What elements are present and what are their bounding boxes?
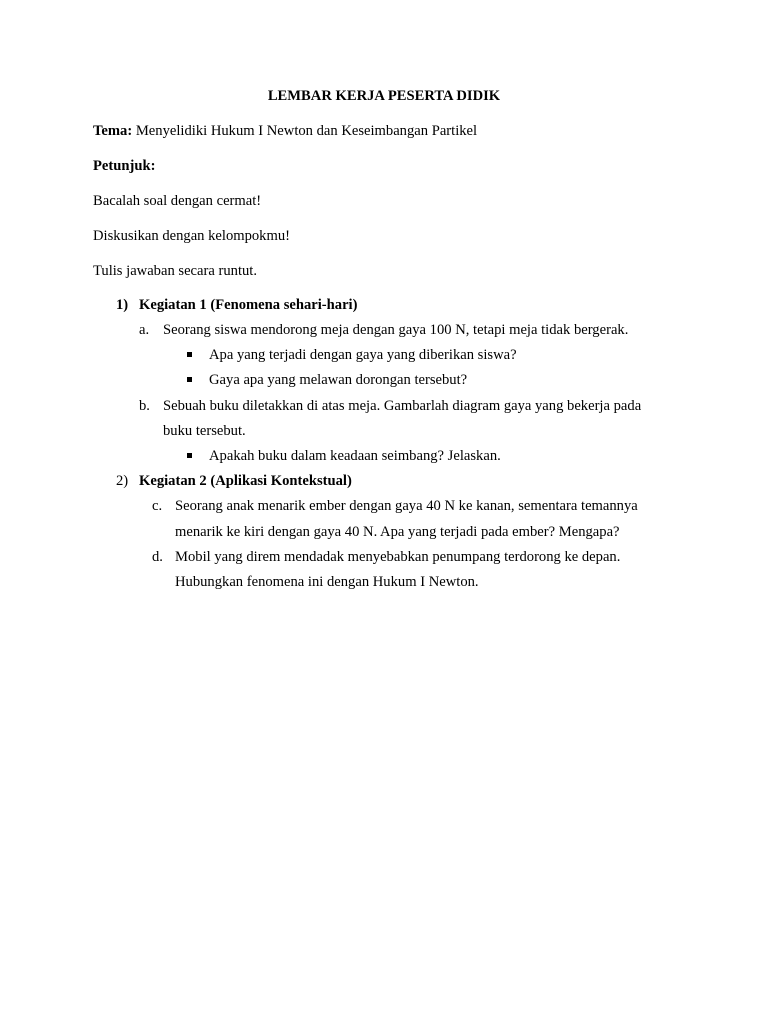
item-text: Sebuah buku diletakkan di atas meja. Gambarlah diagram gaya yang bekerja pada	[163, 398, 642, 414]
petunjuk-label	[93, 157, 155, 175]
tema-line	[93, 122, 477, 140]
item-text: Seorang anak menarik ember dengan gaya 40 N ke kanan, sementara temannya	[175, 498, 638, 514]
activity-title	[139, 472, 352, 490]
tema-label: Tema:	[93, 123, 133, 139]
petunjuk-label-text: Petunjuk:	[93, 158, 156, 174]
instruction-item: Diskusikan dengan kelompokmu!	[93, 228, 290, 244]
instruction-item: Tulis jawaban secara runtut.	[93, 263, 258, 279]
activity-number-text: 1)	[116, 297, 129, 313]
item-letter: d.	[152, 549, 163, 565]
item-text: Seorang siswa mendorong meja dengan gaya 100 N, tetapi meja tidak bergerak.	[163, 322, 629, 338]
instruction-item: Bacalah soal dengan cermat!	[93, 193, 262, 209]
item-text: Mobil yang direm mendadak menyebabkan penumpang terdorong ke depan.	[175, 549, 621, 565]
item-letter: a.	[139, 322, 150, 338]
item-letter: c.	[152, 498, 163, 514]
document-title: LEMBAR KERJA PESERTA DIDIK	[267, 88, 501, 104]
activity-number: 2)	[116, 473, 129, 489]
item-text: Hubungkan fenomena ini dengan Hukum I Newton.	[175, 574, 479, 590]
square-bullet-icon	[187, 453, 192, 458]
square-bullet-icon	[187, 352, 192, 357]
square-bullet-icon	[187, 377, 192, 382]
activity-number	[116, 296, 128, 314]
item-letter: b.	[139, 398, 150, 414]
bullet-item: Apakah buku dalam keadaan seimbang? Jelaskan.	[209, 448, 501, 464]
bullet-item: Apa yang terjadi dengan gaya yang diberikan siswa?	[209, 347, 517, 363]
tema-value: Menyelidiki Hukum I Newton dan Keseimbangan Partikel	[132, 123, 478, 139]
item-text: menarik ke kiri dengan gaya 40 N. Apa yang terjadi pada ember? Mengapa?	[175, 524, 620, 540]
item-text: buku tersebut.	[163, 423, 246, 439]
activity-title	[139, 296, 357, 314]
bullet-item: Gaya apa yang melawan dorongan tersebut?	[209, 372, 468, 388]
activity-title-text: Kegiatan 2 (Aplikasi Kontekstual)	[139, 473, 352, 489]
activity-title-text: Kegiatan 1 (Fenomena sehari-hari)	[139, 297, 358, 313]
